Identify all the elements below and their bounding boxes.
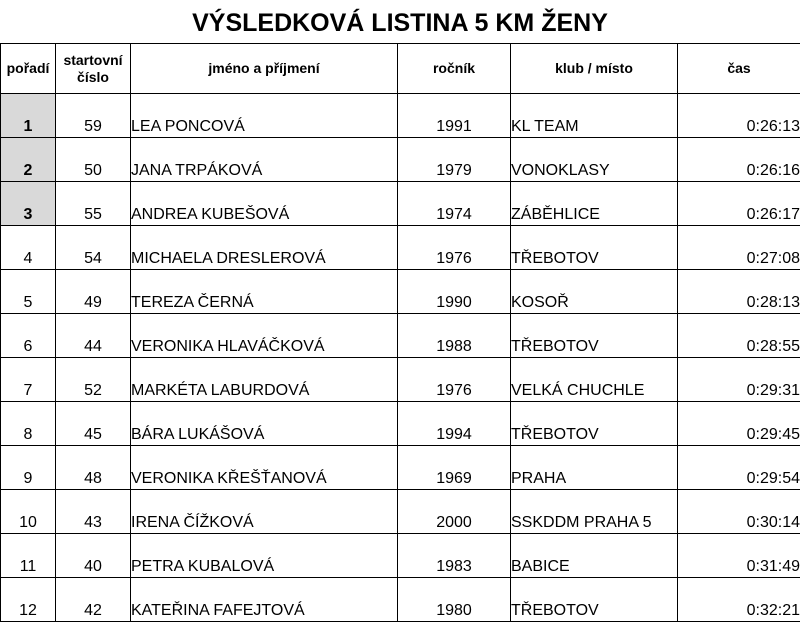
club-cell: TŘEBOTOV [511, 314, 678, 358]
header-start-number [56, 44, 131, 94]
table-row [1, 182, 800, 226]
start-number-cell: 50 [56, 138, 131, 182]
year-cell: 1974 [398, 182, 511, 226]
results-table [0, 43, 800, 622]
table-row [1, 314, 800, 358]
time-cell: 0:26:17 [678, 182, 800, 226]
table-row [1, 534, 800, 578]
table-row [1, 138, 800, 182]
start-number-cell: 54 [56, 226, 131, 270]
start-number-cell: 52 [56, 358, 131, 402]
name-cell: BÁRA LUKÁŠOVÁ [131, 402, 398, 446]
year-cell: 1983 [398, 534, 511, 578]
year-cell: 1991 [398, 94, 511, 138]
time-cell: 0:26:13 [678, 94, 800, 138]
table-row [1, 270, 800, 314]
name-cell: MICHAELA DRESLEROVÁ [131, 226, 398, 270]
rank-cell: 6 [1, 314, 56, 358]
start-number-cell: 44 [56, 314, 131, 358]
start-number-cell: 59 [56, 94, 131, 138]
start-number-cell: 43 [56, 490, 131, 534]
time-cell: 0:29:31 [678, 358, 800, 402]
table-row [1, 94, 800, 138]
header-year: ročník [398, 44, 511, 94]
club-cell: BABICE [511, 534, 678, 578]
header-row [1, 44, 800, 94]
page-title: VÝSLEDKOVÁ LISTINA 5 KM ŽENY [0, 0, 800, 44]
club-cell: TŘEBOTOV [511, 226, 678, 270]
table-row [1, 490, 800, 534]
start-number-cell: 55 [56, 182, 131, 226]
time-cell: 0:29:45 [678, 402, 800, 446]
time-cell: 0:32:21 [678, 578, 800, 622]
start-number-cell: 42 [56, 578, 131, 622]
header-time: čas [678, 44, 800, 94]
header-rank: pořadí [1, 44, 56, 94]
table-row [1, 358, 800, 402]
start-number-cell: 45 [56, 402, 131, 446]
time-cell: 0:27:08 [678, 226, 800, 270]
year-cell: 1969 [398, 446, 511, 490]
time-cell: 0:28:13 [678, 270, 800, 314]
name-cell: KATEŘINA FAFEJTOVÁ [131, 578, 398, 622]
start-number-cell: 40 [56, 534, 131, 578]
name-cell: VERONIKA KŘEŠŤANOVÁ [131, 446, 398, 490]
start-number-cell: 49 [56, 270, 131, 314]
rank-cell: 10 [1, 490, 56, 534]
start-number-cell: 48 [56, 446, 131, 490]
club-cell: PRAHA [511, 446, 678, 490]
name-cell: MARKÉTA LABURDOVÁ [131, 358, 398, 402]
year-cell: 1994 [398, 402, 511, 446]
header-name: jméno a příjmení [131, 44, 398, 94]
rank-cell: 4 [1, 226, 56, 270]
time-cell: 0:29:54 [678, 446, 800, 490]
club-cell: VELKÁ CHUCHLE [511, 358, 678, 402]
table-row [1, 446, 800, 490]
rank-cell: 3 [1, 182, 56, 226]
time-cell: 0:28:55 [678, 314, 800, 358]
rank-cell: 2 [1, 138, 56, 182]
club-cell: SSKDDM PRAHA 5 [511, 490, 678, 534]
time-cell: 0:30:14 [678, 490, 800, 534]
club-cell: KL TEAM [511, 94, 678, 138]
club-cell: KOSOŘ [511, 270, 678, 314]
rank-cell: 8 [1, 402, 56, 446]
rank-cell: 5 [1, 270, 56, 314]
year-cell: 1990 [398, 270, 511, 314]
name-cell: LEA PONCOVÁ [131, 94, 398, 138]
table-row [1, 226, 800, 270]
header-club: klub / místo [511, 44, 678, 94]
rank-cell: 11 [1, 534, 56, 578]
header-start-number-line2: číslo [77, 69, 109, 85]
time-cell: 0:26:16 [678, 138, 800, 182]
rank-cell: 7 [1, 358, 56, 402]
year-cell: 1976 [398, 226, 511, 270]
table-row [1, 402, 800, 446]
name-cell: TEREZA ČERNÁ [131, 270, 398, 314]
year-cell: 1988 [398, 314, 511, 358]
name-cell: VERONIKA HLAVÁČKOVÁ [131, 314, 398, 358]
name-cell: PETRA KUBALOVÁ [131, 534, 398, 578]
name-cell: JANA TRPÁKOVÁ [131, 138, 398, 182]
year-cell: 1980 [398, 578, 511, 622]
table-row [1, 578, 800, 622]
club-cell: ZÁBĚHLICE [511, 182, 678, 226]
year-cell: 2000 [398, 490, 511, 534]
time-cell: 0:31:49 [678, 534, 800, 578]
name-cell: ANDREA KUBEŠOVÁ [131, 182, 398, 226]
club-cell: VONOKLASY [511, 138, 678, 182]
year-cell: 1976 [398, 358, 511, 402]
rank-cell: 12 [1, 578, 56, 622]
header-start-number-line1: startovní [63, 52, 122, 68]
club-cell: TŘEBOTOV [511, 402, 678, 446]
club-cell: TŘEBOTOV [511, 578, 678, 622]
rank-cell: 9 [1, 446, 56, 490]
year-cell: 1979 [398, 138, 511, 182]
name-cell: IRENA ČÍŽKOVÁ [131, 490, 398, 534]
rank-cell: 1 [1, 94, 56, 138]
